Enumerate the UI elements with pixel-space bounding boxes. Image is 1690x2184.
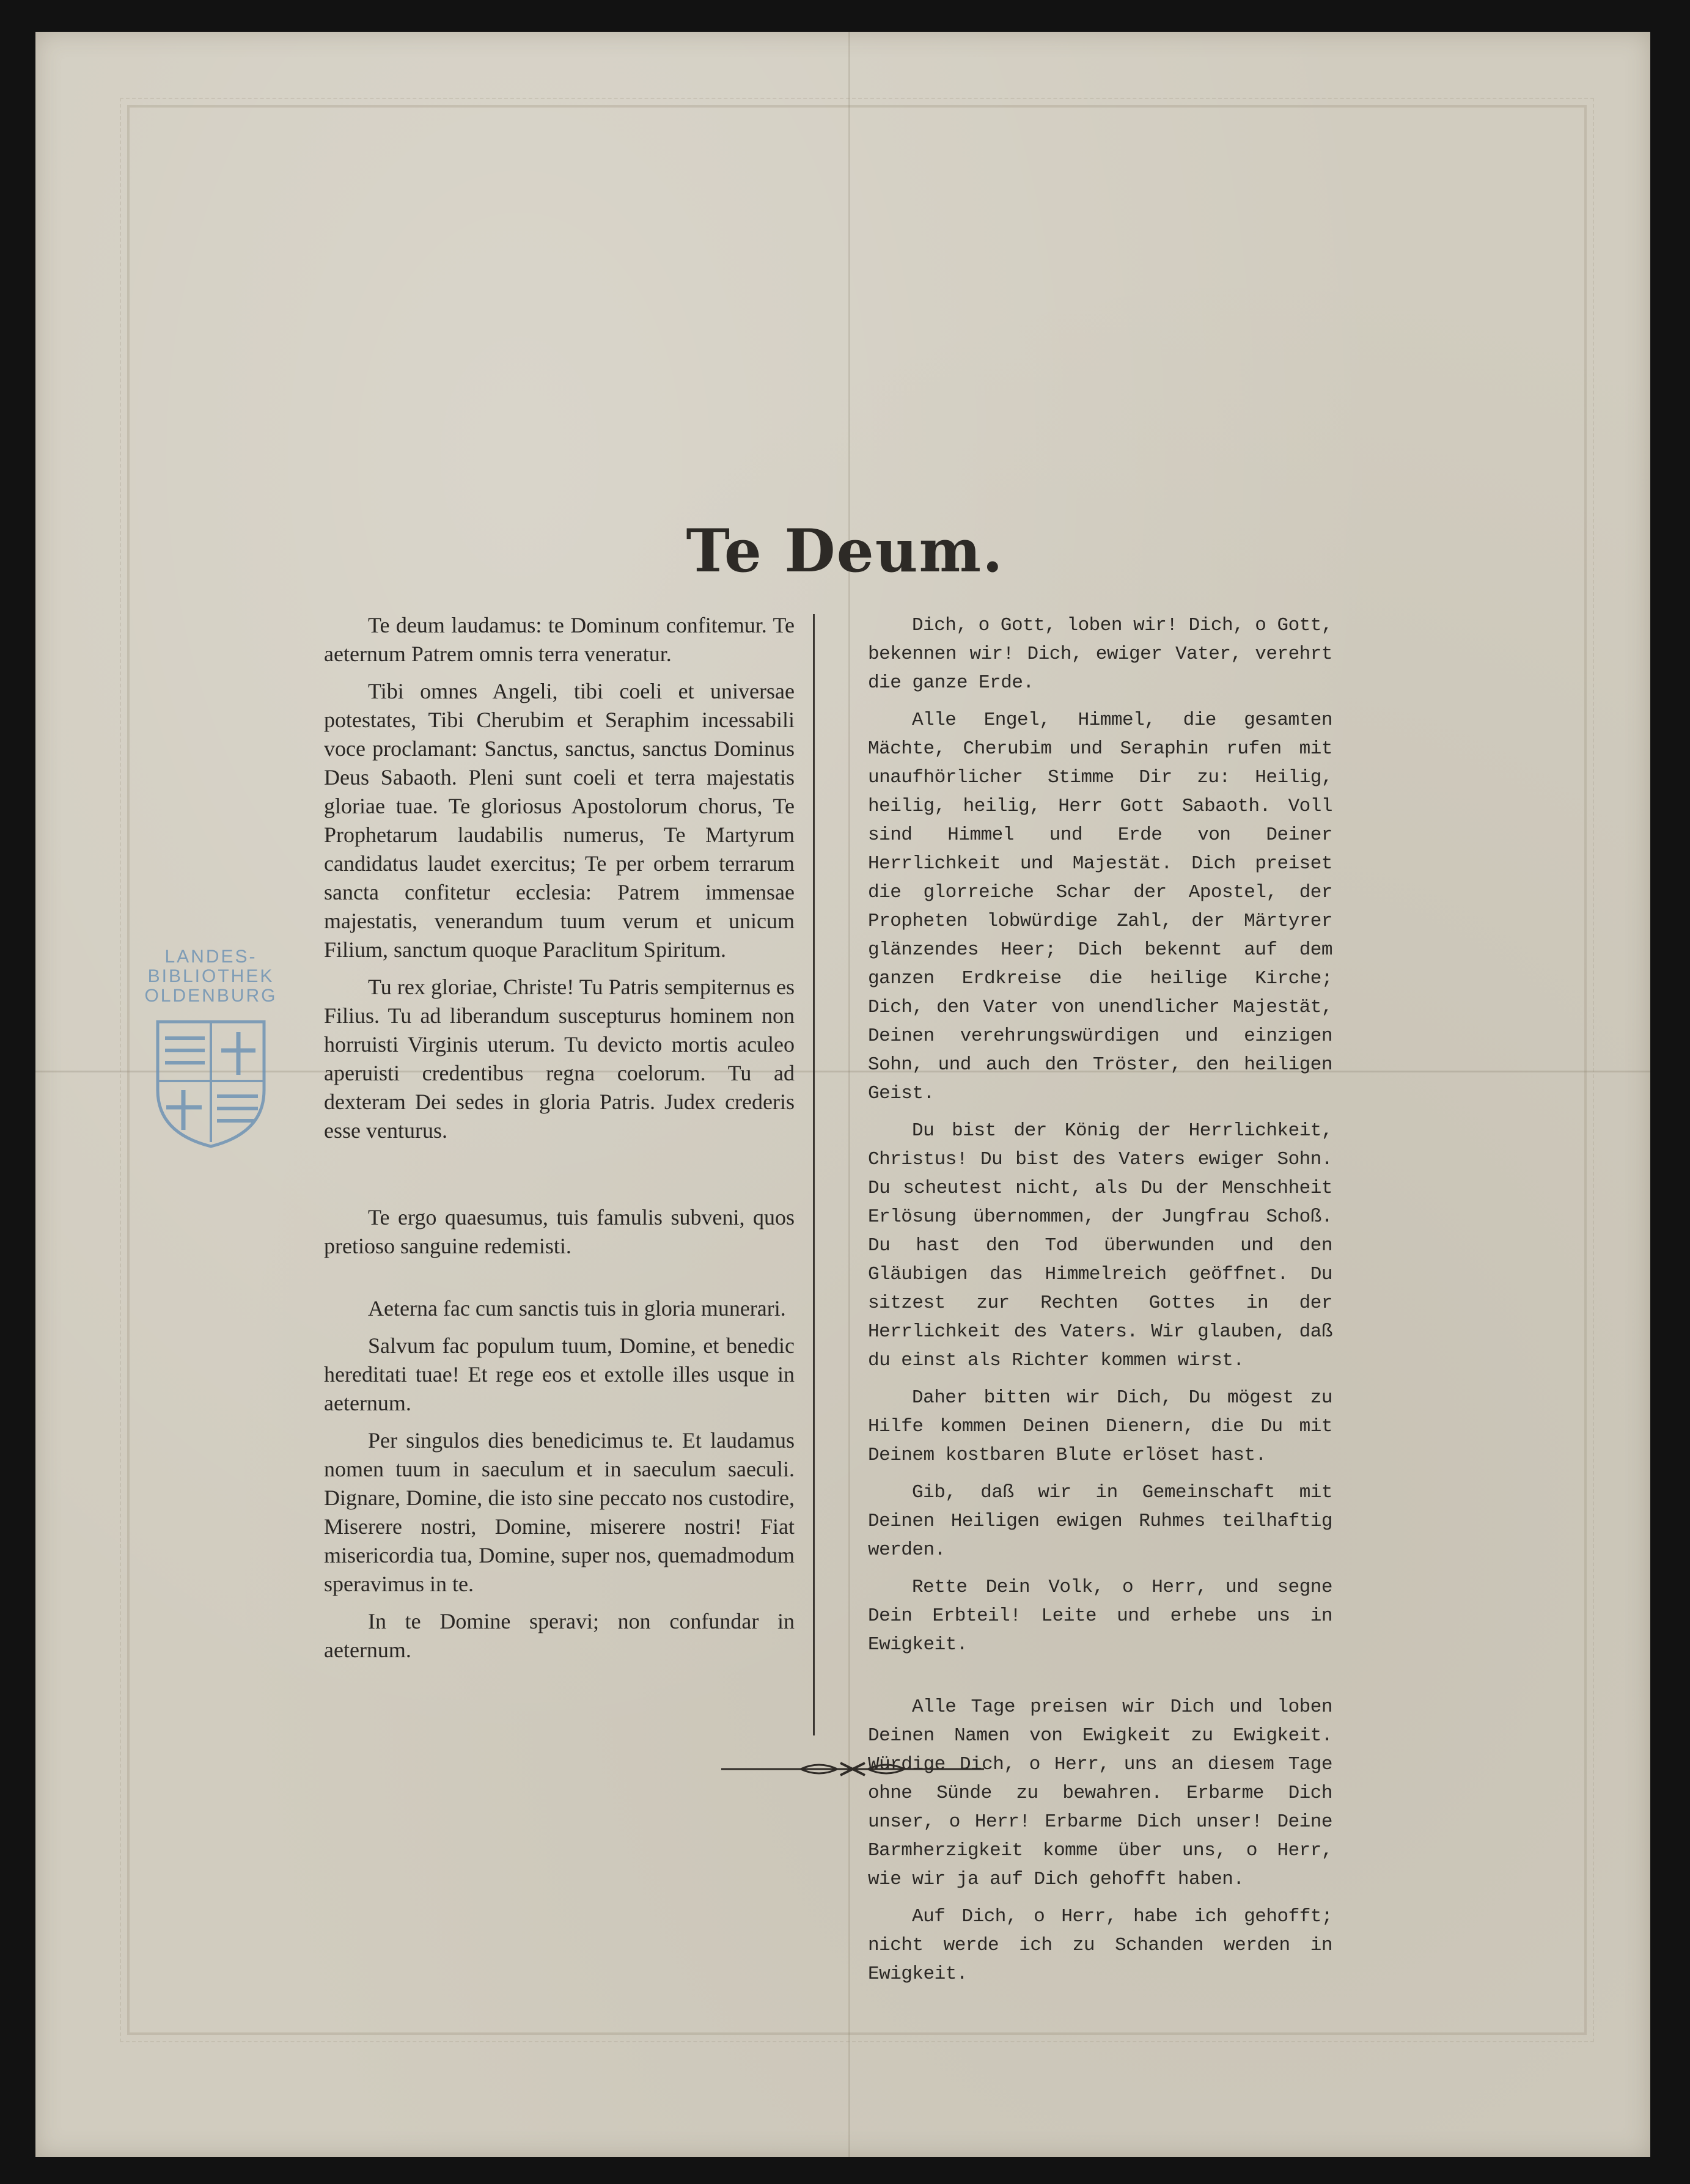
german-paragraph: Dich, o Gott, loben wir! Dich, o Gott, bekennen wir! Dich, ewiger Vater, verehrt die ganze Erde. <box>868 615 1332 694</box>
german-text-column <box>868 611 1332 1997</box>
german-paragraph: Gib, daß wir in Gemeinschaft mit Deinen Heiligen ewigen Ruhmes teilhaftig werden. <box>868 1482 1332 1561</box>
latin-paragraph: Aeterna fac cum sanctis tuis in gloria munerari. <box>368 1296 786 1321</box>
latin-paragraph: Te deum laudamus: te Dominum confitemur. Te aeternum Patrem omnis terra veneratur. <box>324 613 795 666</box>
latin-paragraph: Salvum fac populum tuum, Domine, et benedic hereditati tuae! Et rege eos et extolle illes usque in aeternum. <box>324 1333 795 1415</box>
coat-of-arms-icon <box>153 1017 269 1151</box>
latin-paragraph: Te ergo quaesumus, tuis famulis subveni, quos pretioso sanguine redemisti. <box>324 1205 795 1258</box>
library-stamp <box>131 947 290 1192</box>
german-paragraph: Daher bitten wir Dich, Du mögest zu Hilfe kommen Deinen Dienern, die Du mit Deinem kostbaren Blute erlöset hast. <box>868 1387 1332 1466</box>
german-paragraph: Du bist der König der Herrlichkeit, Christus! Du bist des Vaters ewiger Sohn. Du scheutest nicht, als Du der Menschheit Erlösung übernommen, der Jungfrau Schoß. Du hast den Tod überwunden und den Gläubigen das Himmelreich geöffnet. Du sitzest zur Rechten Gottes in der Herrlichkeit des Vaters. Wir glauben, daß du einst als Richter kommen wirst. <box>868 1120 1332 1371</box>
german-paragraph: Alle Tage preisen wir Dich und loben Deinen Namen von Ewigkeit zu Ewigkeit. Würdige Dich, o Herr, uns an diesem Tage ohne Sünde zu bewahren. Erbarme Dich unser, o Herr! Erbarme Dich unser! Deine Barmherzigkeit komme über uns, o Herr, wie wir ja auf Dich gehofft haben. <box>868 1696 1332 1890</box>
latin-paragraph: In te Domine speravi; non confundar in aeternum. <box>324 1609 795 1662</box>
german-paragraph: Rette Dein Volk, o Herr, und segne Dein Erbteil! Leite und erhebe uns in Ewigkeit. <box>868 1577 1332 1655</box>
stamp-line-3: OLDENBURG <box>144 986 277 1006</box>
page-title: Te Deum. <box>686 516 1004 585</box>
latin-text-column <box>324 611 795 1673</box>
german-paragraph: Auf Dich, o Herr, habe ich gehofft; nicht werde ich zu Schanden werden in Ewigkeit. <box>868 1906 1332 1985</box>
german-paragraph: Alle Engel, Himmel, die gesamten Mächte, Cherubim und Seraphin rufen mit unaufhörlicher Stimme Dir zu: Heilig, heilig, heilig, Herr Gott Sabaoth. Voll sind Himmel und Erde von Deiner Herrlichkeit und Majestät. Dich preiset die glorreiche Schar der Apostel, der Propheten lobwürdige Zahl, der Märtyrer glänzendes Heer; Dich bekennt auf dem ganzen Erdkreise die heilige Kirche; Dich, den Vater von unendlicher Majestät, Deinen verehrungswürdigen und einzigen Sohn, und auch den Tröster, den heiligen Geist. <box>868 709 1332 1104</box>
stamp-line-1: LANDES- <box>164 947 257 967</box>
column-divider <box>813 614 815 1735</box>
latin-paragraph: Per singulos dies benedicimus te. Et laudamus nomen tuum in saeculum et in saeculum saeculi. Dignare, Domine, die isto sine peccato nos custodire, Miserere nostri, Domine, miserere nostri! Fiat misericordia tua, Domine, super nos, quemadmodum speravimus in te. <box>324 1428 795 1596</box>
latin-paragraph: Tu rex gloriae, Christe! Tu Patris sempiternus es Filius. Tu ad liberandum suscepturus hominem non horruisti Virginis uterum. Tu devicto mortis aculeo aperuisti credentibus regna coelorum. Tu ad dexteram Dei sedes in gloria Patris. Judex crederis esse venturus. <box>324 975 795 1143</box>
stamp-line-2: BIBLIOTHEK <box>147 966 274 986</box>
ornament-divider-icon <box>721 1757 984 1781</box>
latin-paragraph: Tibi omnes Angeli, tibi coeli et universae potestates, Tibi Cherubim et Seraphim incessabili voce proclamant: Sanctus, sanctus, sanctus Dominus Deus Sabaoth. Pleni sunt coeli et terra majestatis gloriae tuae. Te gloriosus Apostolorum chorus, Te Prophetarum laudabilis numerus, Te Martyrum candidatus laudet exercitus; Te per orbem terrarum sancta confitetur ecclesia: Patrem immensae majestatis, venerandum tuum verum et unicum Filium, sanctum quoque Paraclitum Spiritum. <box>324 679 795 962</box>
